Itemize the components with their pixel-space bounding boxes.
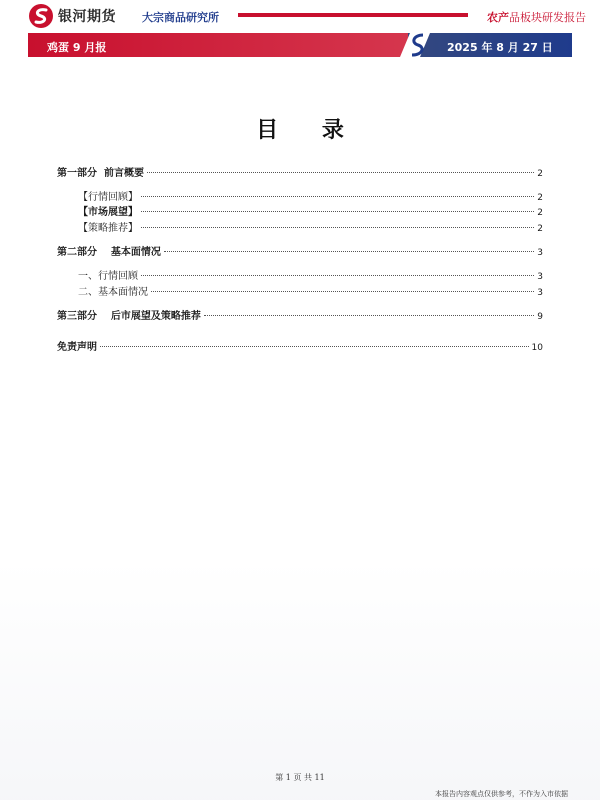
toc-entry-part1[interactable] — [57, 167, 543, 181]
toc-entry-part3[interactable] — [57, 310, 543, 324]
header-rule — [238, 13, 468, 17]
toc-entry-market-outlook[interactable] — [78, 206, 543, 220]
toc-entry-label: 二、基本面情况 — [78, 287, 148, 298]
toc-entry-label: 第三部分 后市展望及策略推荐 — [57, 311, 201, 322]
toc-page-number: 2 — [537, 208, 543, 218]
report-type-category: 农产 — [487, 11, 509, 24]
toc-entry-label: 第一部分 前言概要 — [57, 168, 144, 179]
toc-entry-label: 一、行情回顾 — [78, 271, 138, 282]
toc-page-number: 10 — [531, 343, 543, 353]
toc-page-number: 2 — [537, 224, 543, 234]
toc-page-number: 3 — [537, 288, 543, 298]
toc-leader — [164, 251, 534, 252]
toc-page-number: 9 — [537, 312, 543, 322]
company-logo-icon — [28, 3, 54, 29]
report-title: 鸡蛋 9 月报 — [47, 41, 107, 54]
toc-leader — [141, 227, 534, 228]
brand-name: 银河期货 — [58, 9, 116, 25]
toc-entry-market-review[interactable] — [78, 191, 543, 205]
toc-leader — [151, 291, 534, 292]
toc-leader — [141, 196, 534, 197]
toc-entry-label: 【行情回顾】 — [78, 192, 138, 203]
institute-name: 大宗商品研究所 — [142, 11, 219, 24]
toc-leader — [141, 275, 534, 276]
toc-leader — [147, 172, 534, 173]
toc-entry-fundamentals[interactable] — [78, 286, 543, 300]
toc-entry-label: 【市场展望】 — [78, 207, 138, 218]
footer-background — [0, 560, 600, 800]
toc-entry-label: 第二部分 基本面情况 — [57, 247, 161, 258]
toc-page-number: 3 — [537, 248, 543, 258]
toc-entry-label: 【策略推荐】 — [78, 223, 138, 234]
toc-title: 目 录 — [256, 118, 362, 143]
toc-page-number: 3 — [537, 272, 543, 282]
toc-page-number: 2 — [537, 193, 543, 203]
toc-entry-disclaimer[interactable] — [57, 341, 543, 355]
toc-entry-review[interactable] — [78, 270, 543, 284]
toc-leader — [204, 315, 534, 316]
report-type-label: 品板块研发报告 — [509, 11, 586, 24]
toc-entry-part2[interactable] — [57, 246, 543, 260]
toc-page-number: 2 — [537, 169, 543, 179]
report-type — [487, 9, 586, 25]
toc-entry-label: 免责声明 — [57, 342, 97, 353]
toc-leader — [100, 346, 529, 347]
page-indicator: 第 1 页 共 11 — [275, 773, 325, 782]
footer-disclaimer: 本报告内容观点仅供参考，不作为入市依据 — [435, 790, 568, 798]
toc-entry-strategy[interactable] — [78, 222, 543, 236]
report-date: 2025 年 8 月 27 日 — [447, 41, 553, 54]
toc-leader — [141, 211, 534, 212]
